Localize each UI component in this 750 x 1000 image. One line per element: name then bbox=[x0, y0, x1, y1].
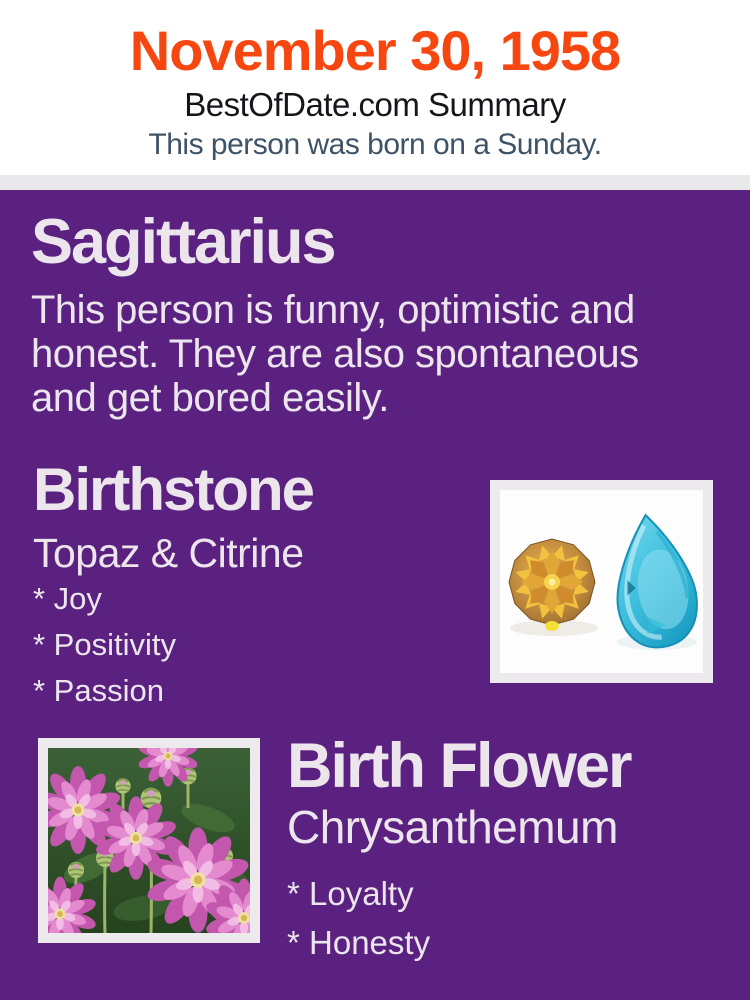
birthstone-trait: * Joy bbox=[33, 581, 102, 616]
born-day-line: This person was born on a Sunday. bbox=[148, 128, 602, 161]
zodiac-sign-heading: Sagittarius bbox=[31, 207, 335, 277]
birthstone-value: Topaz & Citrine bbox=[33, 530, 304, 576]
birth-flower-trait: * Loyalty bbox=[287, 875, 414, 912]
birth-flower-value: Chrysanthemum bbox=[287, 801, 618, 853]
birthstone-trait: * Positivity bbox=[33, 627, 176, 662]
page-header bbox=[0, 0, 750, 175]
chrysanthemum-illustration bbox=[48, 748, 250, 933]
birthstone-trait: * Passion bbox=[33, 673, 164, 708]
header-divider bbox=[0, 175, 750, 190]
birthstone-heading: Birthstone bbox=[33, 456, 313, 523]
date-title: November 30, 1958 bbox=[129, 19, 621, 82]
birth-flower-image bbox=[38, 738, 260, 943]
birth-flower-heading: Birth Flower bbox=[287, 731, 631, 801]
birth-flower-trait-list bbox=[287, 876, 631, 960]
birth-flower-section bbox=[287, 732, 631, 974]
birthstone-trait-list bbox=[33, 582, 176, 720]
topaz-citrine-gems-illustration bbox=[500, 490, 703, 673]
zodiac-description: This person is funny, optimistic and honest. They are also spontaneous and get bored easily. bbox=[31, 288, 639, 420]
summary-body bbox=[0, 190, 750, 1000]
site-summary-title: BestOfDate.com Summary bbox=[184, 86, 566, 123]
birthstone-image bbox=[490, 480, 713, 683]
birth-flower-trait: * Honesty bbox=[287, 924, 431, 961]
